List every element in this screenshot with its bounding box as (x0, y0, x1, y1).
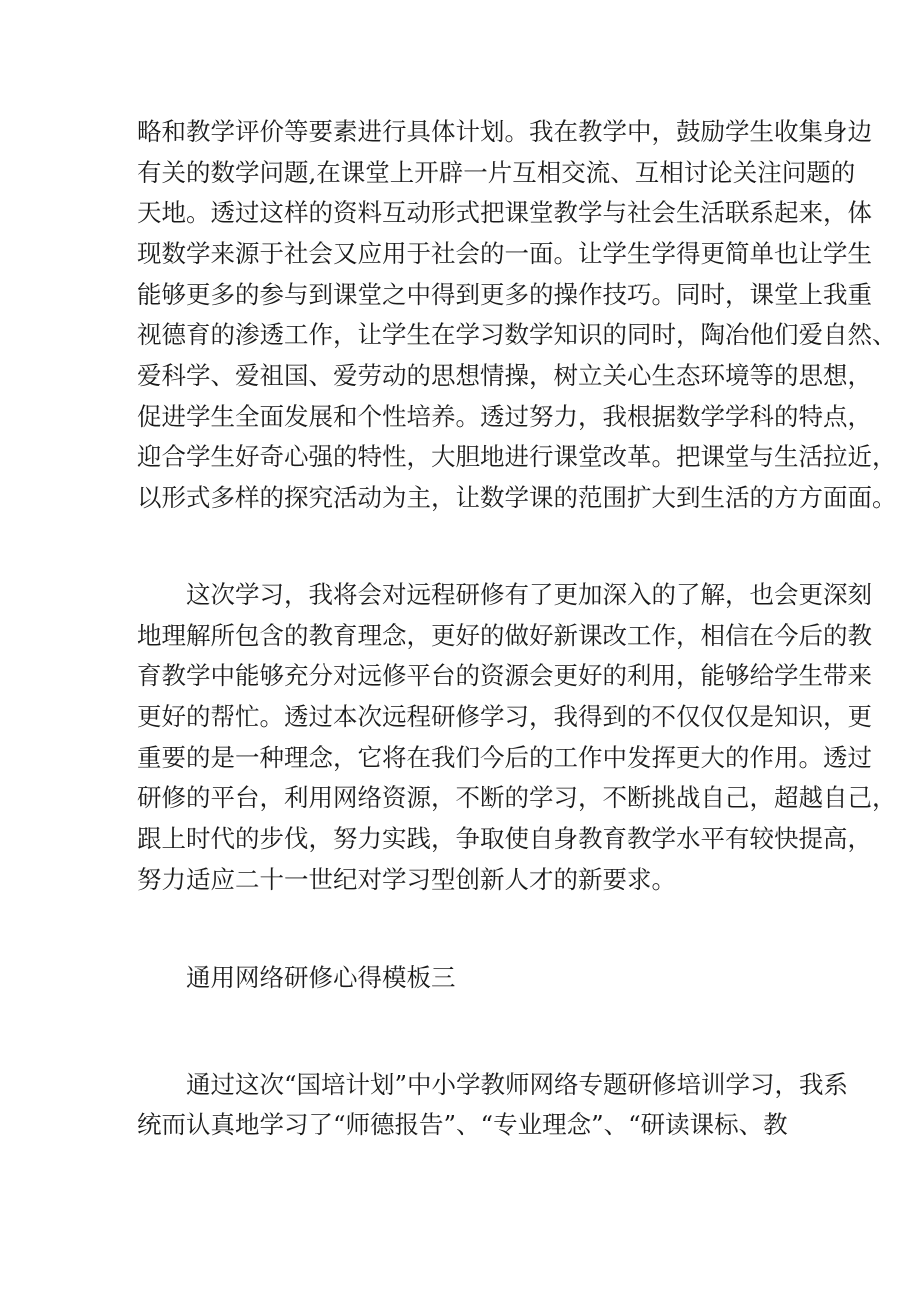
paragraph-line: 视德育的渗透工作，让学生在学习数学知识的同时，陶冶他们爱自然、 (137, 320, 897, 349)
paragraph-line: 促进学生全面发展和个性培养。透过努力，我根据数学学科的特点， (137, 402, 872, 431)
paragraph-line: 有关的数学问题,在课堂上开辟一片互相交流、互相讨论关注问题的 (137, 158, 856, 187)
paragraph-line: 育教学中能够充分对远修平台的资源会更好的利用，能够给学生带来 (137, 661, 872, 690)
paragraph-line: 这次学习，我将会对远程研修有了更加深入的了解，也会更深刻 (186, 580, 872, 609)
paragraph-line: 努力适应二十一世纪对学习型创新人才的新要求。 (137, 865, 676, 894)
paragraph-line: 地理解所包含的教育理念，更好的做好新课改工作，相信在今后的教 (137, 621, 872, 650)
paragraph-line: 爱科学、爱祖国、爱劳动的思想情操，树立关心生态环境等的思想， (137, 361, 872, 390)
paragraph-line: 跟上时代的步伐，努力实践，争取使自身教育教学水平有较快提高， (137, 824, 872, 853)
paragraph-line: 通过这次“国培计划”中小学教师网络专题研修培训学习，我系 (186, 1070, 849, 1099)
paragraph-line: 以形式多样的探究活动为主，让数学课的范围扩大到生活的方方面面。 (137, 483, 897, 512)
paragraph-line: 能够更多的参与到课堂之中得到更多的操作技巧。同时，课堂上我重 (137, 280, 872, 309)
paragraph-line: 重要的是一种理念，它将在我们今后的工作中发挥更大的作用。透过 (137, 743, 872, 772)
paragraph-line: 更好的帮忙。透过本次远程研修学习，我得到的不仅仅仅是知识，更 (137, 702, 872, 731)
paragraph-line: 现数学来源于社会又应用于社会的一面。让学生学得更简单也让学生 (137, 239, 872, 268)
paragraph-line: 略和教学评价等要素进行具体计划。我在教学中，鼓励学生收集身边 (137, 117, 872, 146)
paragraph-line: 迎合学生好奇心强的特性，大胆地进行课堂改革。把课堂与生活拉近， (137, 442, 897, 471)
paragraph-line: 统而认真地学习了“师德报告”、“专业理念”、“研读课标、教 (137, 1110, 788, 1139)
section-heading: 通用网络研修心得模板三 (186, 963, 456, 992)
paragraph-line: 天地。透过这样的资料互动形式把课堂教学与社会生活联系起来，体 (137, 198, 872, 227)
paragraph-line: 研修的平台，利用网络资源，不断的学习，不断挑战自己，超越自己， (137, 783, 897, 812)
